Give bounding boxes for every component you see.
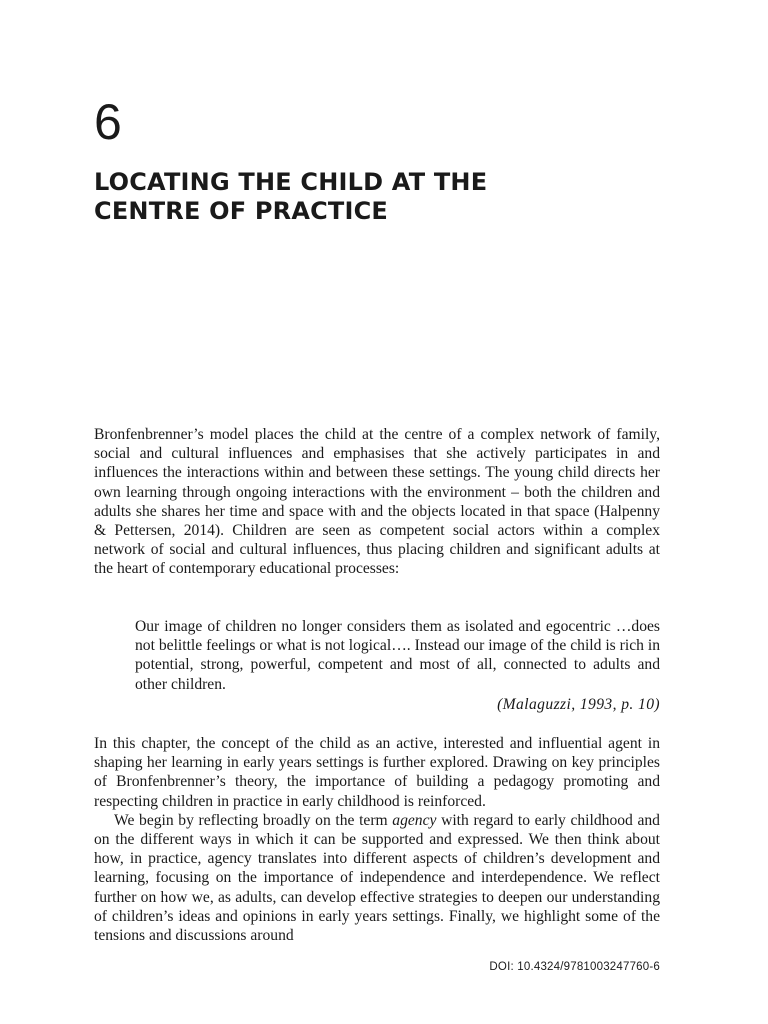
chapter-overview — [94, 734, 660, 945]
block-quote — [135, 617, 660, 714]
chapter-paragraph-1: In this chapter, the concept of the child as an active, interested and influential agent in shaping her learning in early years settings is further explored. Drawing on key principles of Bronfenbrenner’s theory, the importance of building a pedagogy promoting and respecting children in practice in early childhood is reinforced. — [94, 735, 660, 810]
quote-citation: (Malaguzzi, 1993, p. 10) — [497, 695, 660, 713]
chapter-title — [94, 168, 654, 226]
chapter-title-line-2: CENTRE OF PRACTICE — [94, 197, 389, 225]
paragraph-2-rest: with regard to early childhood and on the different ways in which it can be supported and expressed. We then think about how, in practice, agency translates into different aspects of children’s development and learning, focusing on the importance of independence and interdependence. We reflect further on how we, as adults, can develop effective strategies to deepen our understanding of children’s ideas and opinions in early years settings. Finally, we highlight some of the tensions and discussions around — [94, 811, 660, 945]
paragraph-2-lead: We begin by reflecting broadly on the term — [114, 811, 393, 829]
chapter-number: 6 — [94, 94, 122, 150]
intro-paragraph-block — [94, 425, 660, 579]
intro-paragraph: Bronfenbrenner’s model places the child at the centre of a complex network of family, social and cultural influences and emphasises that she actively participates in and influences the interactions within and between these settings. The young child directs her own learning through ongoing interactions with the environment – both the children and adults she shares her time and space with and the objects located in that space (Halpenny & Pettersen, 2014). Children are seen as competent social actors within a complex network of social and cultural influences, thus placing children and significant adults at the heart of contemporary educational processes: — [94, 426, 660, 578]
quote-text: Our image of children no longer considers them as isolated and egocentric …does not belittle feelings or what is not logical…. Instead our image of the child is rich in potential, strong, powerful, competent and most of all, connected to adults and other children. — [135, 618, 660, 693]
chapter-paragraph-2 — [94, 811, 660, 945]
chapter-title-line-1: LOCATING THE CHILD AT THE — [94, 168, 488, 196]
doi-footer: DOI: 10.4324/9781003247760-6 — [489, 961, 660, 973]
agency-term: agency — [392, 811, 437, 829]
